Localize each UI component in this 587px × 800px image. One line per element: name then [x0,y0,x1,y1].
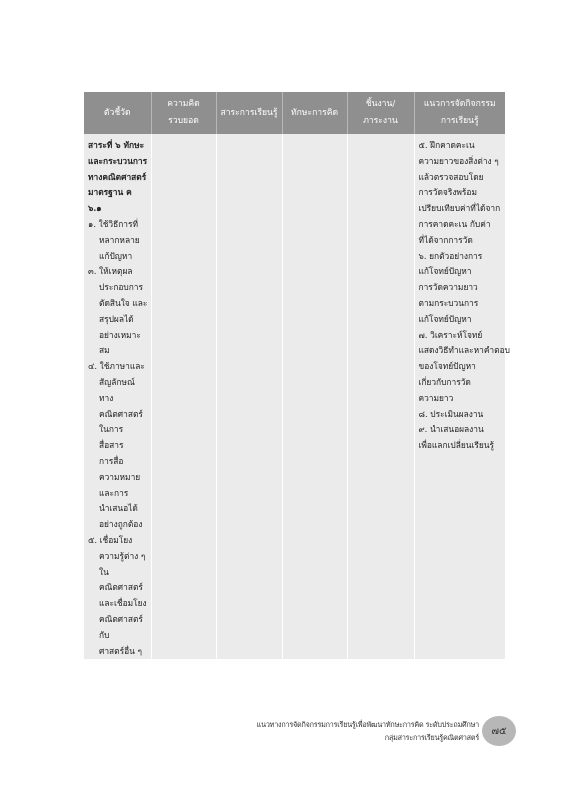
indicator-line: ศาสตร์อื่น ๆ [99,645,142,656]
indicator-line: ๓. ให้เหตุผล [88,266,133,277]
activity-line: ๗. วิเคราะห์โจทย์ [418,329,483,340]
header-thinking-skills-label: ทักษะการคิด [290,107,339,118]
activity-line: ๕. ฝึกคาดคะเน [418,140,475,150]
header-activities-line-2: การเรียนรู้ [440,116,479,126]
indicator-item [88,359,148,533]
indicator-item [88,533,148,659]
indicator-line: ๕. เชื่อมโยง [88,534,133,545]
header-learning-content-label: สาระการเรียนรู้ [220,107,278,118]
indicator-line: สัญลักษณ์ทาง [99,376,135,403]
strand-heading-line-1: สาระที่ ๖ ทักษะ [88,140,145,150]
activity-line: การวัดจริงพร้อม [418,187,477,198]
page-number: ๗๕ [491,725,507,737]
strand-heading-line-2: และกระบวนการ [88,155,148,166]
strand-heading-line-3: ทางคณิตศาสตร์ [88,171,147,182]
indicator-line: นำเสนอได้ [99,503,138,514]
indicator-line: อย่างเหมาะสม [99,329,141,356]
indicator-line: ตัดสินใจ และ [99,297,148,308]
indicator-line: ประกอบการ [99,282,144,293]
activity-line: ของโจทย์ปัญหา [418,361,476,372]
activities-cell [414,134,510,659]
indicator-line: ๔. ใช้ภาษาและ [88,361,145,372]
activity-line: แล้วตรวจสอบโดย [418,171,484,182]
activity-line: แก้โจทย์ปัญหา [418,266,472,277]
indicator-line: หลากหลาย [99,234,140,245]
footer-subject-group: กลุ่มสาระการเรียนรู้คณิตศาสตร์ [384,733,479,742]
indicator-line: การสื่อ [99,455,124,466]
header-indicators [84,92,151,134]
indicator-line: ความรู้ต่าง ๆ [99,550,146,561]
header-learning-content [216,92,282,134]
activity-line: ๖. ยกตัวอย่างการ [418,250,483,261]
indicator-line: ในการสื่อสาร [99,424,124,451]
activity-line: แก้โจทย์ปัญหา [418,313,472,324]
learning-content-cell [216,134,282,659]
activity-line: การวัดความยาว [418,282,478,293]
header-activities [414,92,505,134]
activity-line: ๙. นำเสนอผลงาน [418,424,484,435]
indicator-line: ๑. ใช้วิธีการที่ [88,218,139,229]
running-footer [257,718,479,744]
indicator-line: อย่างถูกต้อง [99,519,143,530]
indicator-item [88,264,148,359]
table-header-row [84,92,505,134]
header-key-concept-line-2: รวบยอด [168,116,199,126]
header-thinking-skills [282,92,347,134]
activity-line: ตามกระบวนการ [418,297,479,308]
tasks-cell [347,134,414,659]
activity-line: ที่ได้จากการวัด [418,234,473,245]
key-concept-cell [151,134,216,659]
header-key-concept [151,92,216,134]
footer-book-title: แนวทางการจัดกิจกรรมการเรียนรู้เพื่อพัฒนาทักษะการคิด ระดับประถมศึกษา [256,720,479,729]
indicator-line: ในคณิตศาสตร์ [99,566,143,593]
curriculum-table [84,92,510,659]
header-tasks-line-2: ภาระงาน [363,116,398,126]
activity-line: ความยาวของสิ่งต่าง ๆ [418,155,499,166]
thinking-skills-cell [282,134,347,659]
activity-line: เพื่อแลกเปลี่ยนเรียนรู้ [418,440,494,451]
activity-line: ๘. ประเมินผลงาน [418,408,484,419]
header-tasks [347,92,414,134]
page-number-badge [482,716,516,746]
indicator-line: และเชื่อมโยง [99,598,147,609]
table-body-row [84,134,505,659]
indicators-cell [84,134,151,659]
header-key-concept-line-1: ความคิด [167,99,200,109]
indicator-line: และการ [99,487,129,498]
indicator-item [88,217,148,264]
header-indicators-label: ตัวชี้วัด [103,107,131,118]
indicator-line: คณิตศาสตร์ [99,408,143,419]
indicator-line: สรุปผลได้ [99,313,134,324]
activity-line: เกี่ยวกับการวัด [418,376,471,387]
indicator-line: คณิตศาสตร์กับ [99,613,143,640]
activity-line: ความยาว [418,392,454,403]
indicator-line: ความหมาย [99,471,141,482]
indicator-line: แก้ปัญหา [99,250,133,261]
activity-line: เปรียบเทียบค่าที่ได้จาก [418,203,501,214]
activity-line: แสดงวิธีทำและหาคำตอบ [418,345,510,356]
header-tasks-line-1: ชิ้นงาน/ [365,99,396,109]
standard-code: มาตรฐาน ค ๖.๑ [88,187,132,214]
activity-line: การคาดคะเน กับค่า [418,218,491,229]
header-activities-line-1: แนวการจัดกิจกรรม [423,99,496,109]
